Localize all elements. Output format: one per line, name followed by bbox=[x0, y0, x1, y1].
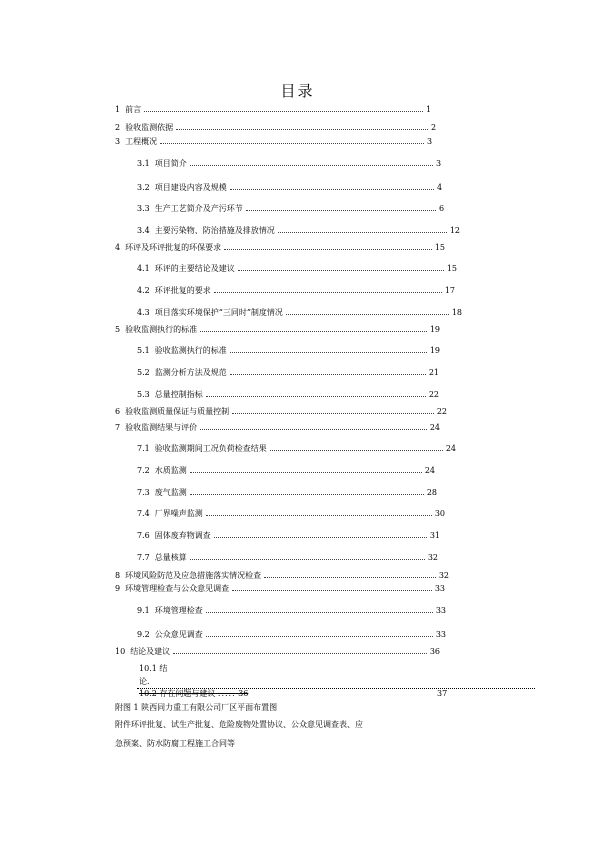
toc-dot-leader bbox=[230, 182, 434, 190]
toc-dot-leader bbox=[230, 367, 426, 375]
toc-dot-leader bbox=[206, 389, 426, 397]
toc-entry bbox=[137, 367, 439, 378]
toc-entry-title: 验收监测执行的标准 bbox=[125, 325, 198, 334]
toc-dot-leader bbox=[232, 406, 434, 414]
toc-dot-leader bbox=[190, 158, 433, 166]
toc-entry-title: 水质监测 bbox=[154, 466, 187, 475]
toc-glitch-page: 37 bbox=[437, 689, 448, 698]
toc-entry-title: 主要污染物、防治措施及排放情况 bbox=[154, 226, 275, 235]
toc-entry-number: 3.1 bbox=[137, 159, 150, 168]
toc-entry-page: 33 bbox=[435, 606, 446, 615]
toc-dot-leader bbox=[176, 122, 428, 130]
toc-entry-title: 验收监测依据 bbox=[125, 123, 174, 132]
toc-entry bbox=[137, 552, 438, 563]
toc-entry-title: 结论及建议 bbox=[130, 647, 171, 656]
toc-entry bbox=[137, 203, 445, 214]
toc-entry-page: 17 bbox=[444, 286, 455, 295]
toc-entry-title: 环评批复的要求 bbox=[154, 286, 211, 295]
toc-entry-number: 4.1 bbox=[137, 264, 150, 273]
toc-entry-number: 9 bbox=[115, 584, 121, 593]
toc-entry bbox=[137, 508, 445, 519]
toc-entry-number: 2 bbox=[115, 123, 121, 132]
toc-entry bbox=[115, 406, 447, 417]
toc-dot-leader bbox=[200, 324, 427, 332]
toc-entry-title: 环境风险防范及应急措施落实情况检查 bbox=[125, 571, 262, 580]
toc-entry-title: 公众意见调查 bbox=[154, 630, 203, 639]
toc-dot-leader bbox=[264, 570, 436, 578]
toc-entry bbox=[137, 158, 442, 169]
toc-entry-number: 7 bbox=[115, 423, 121, 432]
toc-dot-leader bbox=[190, 487, 424, 495]
appendix-line-3: 急预案、防水防腐工程施工合同等 bbox=[115, 739, 235, 748]
toc-entry-page: 2 bbox=[431, 123, 437, 132]
toc-entry-page: 19 bbox=[429, 346, 440, 355]
toc-entry-title: 验收监测期间工况负荷检查结果 bbox=[154, 444, 267, 453]
toc-entry-page: 22 bbox=[428, 390, 439, 399]
toc-entry bbox=[137, 307, 462, 318]
toc-entry-title: 项目落实环境保护“三同时”制度情况 bbox=[154, 308, 283, 317]
toc-entry bbox=[115, 324, 440, 335]
toc-dot-leader bbox=[206, 508, 432, 516]
toc-entry bbox=[137, 443, 456, 454]
toc-entry bbox=[137, 487, 437, 498]
toc-glitch-inner-page: 36 bbox=[238, 689, 249, 698]
toc-dot-leader bbox=[206, 605, 433, 613]
toc-entry-title: 工程概况 bbox=[125, 137, 158, 146]
toc-dot-leader bbox=[230, 345, 427, 353]
toc-entry bbox=[137, 389, 439, 400]
toc-dot-leader bbox=[190, 465, 422, 473]
toc-entry-page: 19 bbox=[429, 325, 440, 334]
toc-entry-page: 21 bbox=[428, 368, 439, 377]
toc-entry bbox=[115, 136, 433, 147]
toc-entry-page: 33 bbox=[434, 584, 445, 593]
toc-entry-page: 24 bbox=[445, 444, 456, 453]
toc-entry-page: 32 bbox=[438, 571, 449, 580]
toc-entry bbox=[137, 263, 457, 274]
toc-dot-leader bbox=[270, 443, 443, 451]
toc-entry-number: 9.2 bbox=[137, 630, 150, 639]
toc-entry-title: 厂界噪声监测 bbox=[154, 509, 203, 518]
toc-entry-page: 18 bbox=[451, 308, 462, 317]
toc-entry-page: 1 bbox=[426, 105, 432, 114]
toc-dot-leader bbox=[246, 203, 436, 211]
toc-dot-leader bbox=[278, 225, 447, 233]
toc-entry-title: 环评及环评批复的环保要求 bbox=[125, 243, 222, 252]
toc-entry bbox=[137, 182, 443, 193]
toc-dot-leader bbox=[286, 307, 449, 315]
toc-entry-title: 前言 bbox=[125, 105, 142, 114]
toc-entry-number: 7.6 bbox=[137, 531, 150, 540]
toc-glitch-line-b: 论. bbox=[139, 677, 150, 686]
toc-entry-title: 固体废弃物调查 bbox=[154, 531, 211, 540]
toc-dot-leader bbox=[200, 422, 427, 430]
toc-entry bbox=[137, 345, 440, 356]
toc-dot-leader bbox=[173, 646, 427, 654]
toc-entry-title: 环评的主要结论及建议 bbox=[154, 264, 235, 273]
toc-entry-number: 5 bbox=[115, 325, 121, 334]
toc-entry-title: 监测分析方法及规范 bbox=[154, 368, 227, 377]
toc-dot-leader bbox=[144, 104, 423, 112]
toc-dot-leader bbox=[214, 285, 442, 293]
toc-entry-number: 3.4 bbox=[137, 226, 150, 235]
toc-glitch-dots: ..... bbox=[217, 689, 236, 698]
toc-glitch-text: 存在问题与建议 bbox=[159, 689, 216, 698]
toc-entry bbox=[115, 242, 445, 253]
appendix-line-2: 附件环评批复、试生产批复、危险废物处置协议、公众意见调查表、应 bbox=[115, 720, 363, 729]
toc-entry bbox=[137, 465, 435, 476]
toc-glitch-line-a: 10.1 结 bbox=[139, 664, 168, 673]
toc-glitch-num: 10.2 bbox=[139, 689, 157, 698]
toc-entry-page: 6 bbox=[439, 204, 445, 213]
toc-entry bbox=[115, 646, 440, 657]
toc-entry-number: 7.4 bbox=[137, 509, 150, 518]
toc-entry-page: 30 bbox=[434, 509, 445, 518]
toc-entry-page: 28 bbox=[426, 488, 437, 497]
toc-entry-title: 验收监测执行的标准 bbox=[154, 346, 227, 355]
toc-dot-leader bbox=[238, 263, 444, 271]
toc-entry-title: 项目建设内容及规模 bbox=[154, 183, 227, 192]
toc-entry bbox=[115, 570, 449, 581]
toc-entry-number: 1 bbox=[115, 105, 121, 114]
toc-entry bbox=[115, 422, 440, 433]
toc-entry-number: 3.3 bbox=[137, 204, 150, 213]
toc-entry-title: 废气监测 bbox=[154, 488, 187, 497]
toc-dot-leader bbox=[190, 552, 425, 560]
toc-entry-number: 7.7 bbox=[137, 553, 150, 562]
toc-entry-page: 15 bbox=[446, 264, 457, 273]
toc-entry-page: 24 bbox=[424, 466, 435, 475]
toc-entry bbox=[115, 104, 432, 115]
toc-entry bbox=[137, 225, 460, 236]
toc-entry-number: 3.2 bbox=[137, 183, 150, 192]
toc-entry-title: 环境管理检查 bbox=[154, 606, 203, 615]
toc-entry-number: 4.2 bbox=[137, 286, 150, 295]
toc-entry-number: 5.1 bbox=[137, 346, 150, 355]
toc-entry-title: 环境管理检查与公众意见调查 bbox=[125, 584, 230, 593]
toc-entry-page: 15 bbox=[434, 243, 445, 252]
toc-dot-leader bbox=[232, 583, 432, 591]
toc-entry-number: 4.3 bbox=[137, 308, 150, 317]
toc-entry-page: 3 bbox=[436, 159, 442, 168]
toc-entry bbox=[137, 605, 446, 616]
toc-entry bbox=[115, 122, 437, 133]
toc-entry-number: 3 bbox=[115, 137, 121, 146]
toc-entry-title: 总量控制指标 bbox=[154, 390, 203, 399]
toc-entry-number: 7.1 bbox=[137, 444, 150, 453]
toc-entry-page: 4 bbox=[437, 183, 443, 192]
toc-entry-page: 32 bbox=[427, 553, 438, 562]
toc-dot-leader bbox=[214, 530, 427, 538]
toc-entry-page: 3 bbox=[427, 137, 433, 146]
toc-entry-page: 31 bbox=[429, 531, 440, 540]
toc-entry-page: 24 bbox=[429, 423, 440, 432]
toc-entry-title: 总量核算 bbox=[154, 553, 187, 562]
toc-entry-page: 12 bbox=[449, 226, 460, 235]
toc-dot-leader bbox=[160, 136, 424, 144]
toc-dot-leader bbox=[206, 629, 433, 637]
toc-entry-number: 6 bbox=[115, 407, 121, 416]
toc-dot-leader bbox=[224, 242, 432, 250]
toc-entry-number: 8 bbox=[115, 571, 121, 580]
toc-entry-number: 7.3 bbox=[137, 488, 150, 497]
toc-entry-page: 36 bbox=[429, 647, 440, 656]
toc-title: 目录 bbox=[280, 82, 315, 100]
toc-entry-title: 验收监测质量保证与质量控制 bbox=[125, 407, 230, 416]
toc-entry-number: 5.2 bbox=[137, 368, 150, 377]
toc-entry-title: 生产工艺简介及产污环节 bbox=[154, 204, 243, 213]
toc-entry-number: 4 bbox=[115, 243, 121, 252]
toc-entry bbox=[137, 285, 455, 296]
appendix-line-1: 附图 1 陕西同力重工有限公司厂区平面布置图 bbox=[115, 703, 278, 712]
toc-entry-title: 验收监测结果与评价 bbox=[125, 423, 198, 432]
toc-entry bbox=[137, 530, 440, 541]
toc-entry-title: 项目简介 bbox=[154, 159, 187, 168]
toc-entry-number: 10 bbox=[115, 647, 126, 656]
toc-entry-number: 7.2 bbox=[137, 466, 150, 475]
toc-entry-number: 5.3 bbox=[137, 390, 150, 399]
toc-entry-number: 9.1 bbox=[137, 606, 150, 615]
toc-entry-page: 22 bbox=[436, 407, 447, 416]
toc-glitch-line-c bbox=[139, 689, 248, 699]
toc-entry-page: 33 bbox=[435, 630, 446, 639]
toc-entry bbox=[115, 583, 445, 594]
toc-entry bbox=[137, 629, 446, 640]
